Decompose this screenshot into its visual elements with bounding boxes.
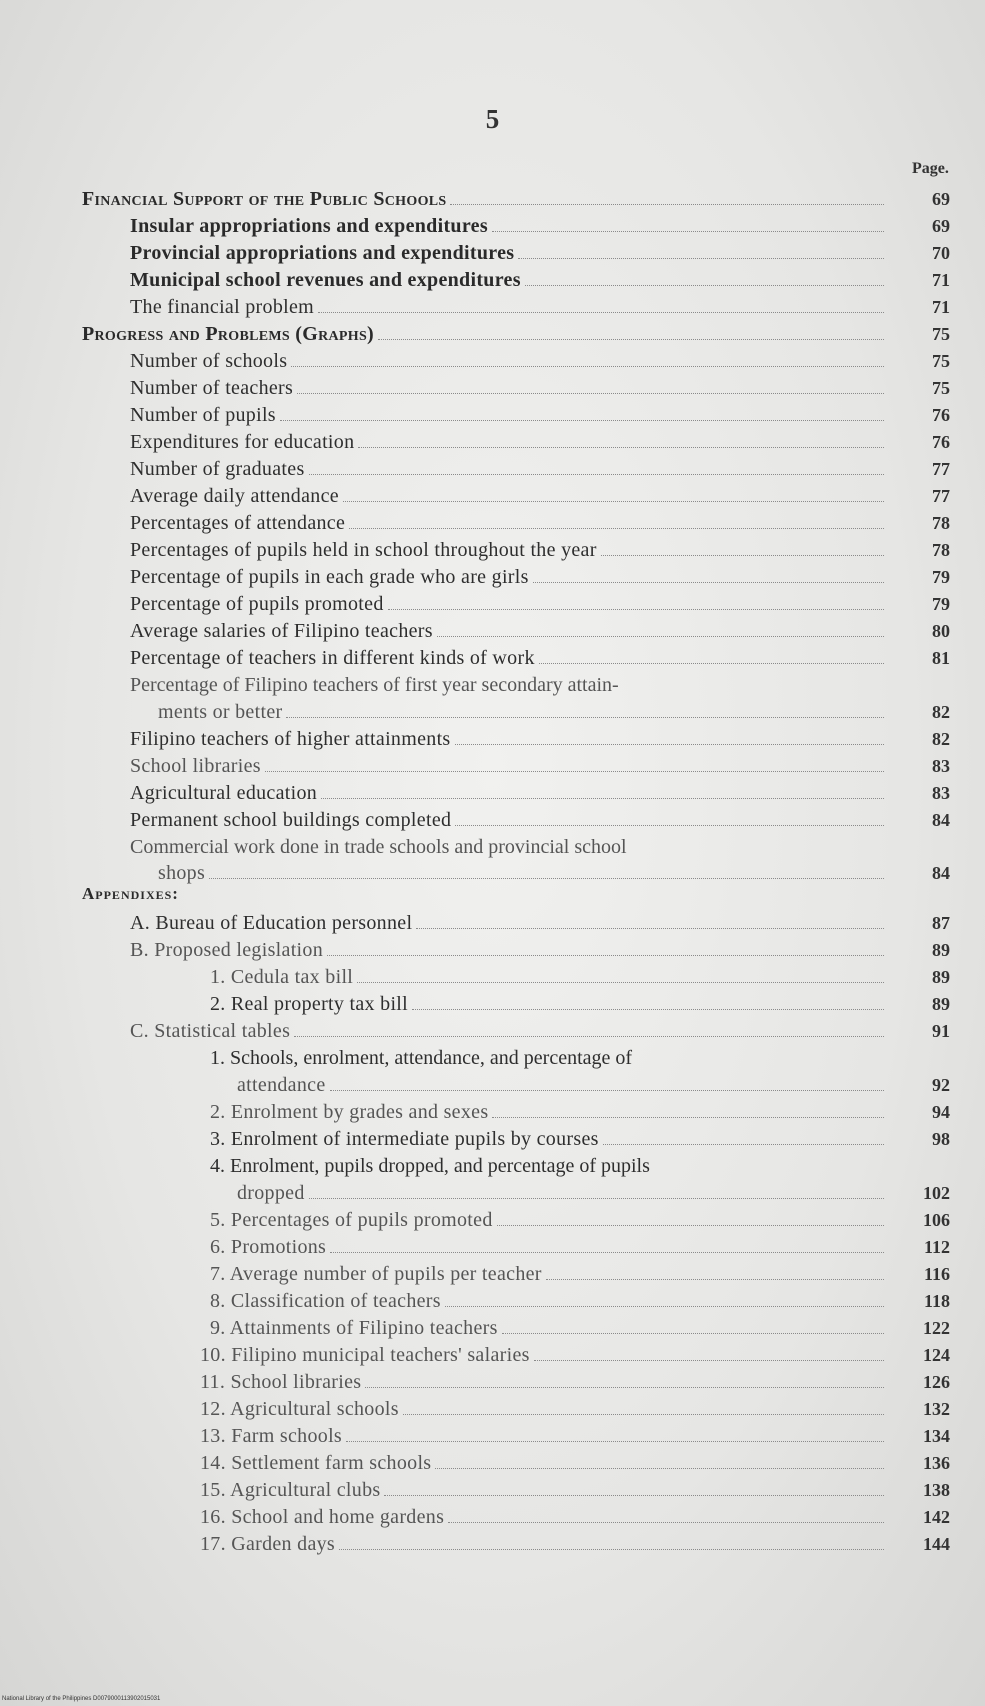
toc-entry-continuation: attendance	[237, 1074, 326, 1096]
dot-leader	[455, 824, 884, 826]
toc-entry-title: A. Bureau of Education personnel	[130, 912, 413, 934]
toc-entry-page: 84	[932, 863, 950, 883]
toc-entry-page: 132	[923, 1399, 950, 1419]
toc-entry-title: The financial problem	[130, 296, 315, 318]
toc-entry-page: 78	[932, 513, 950, 533]
toc-entry	[0, 537, 985, 563]
dot-leader	[339, 1548, 884, 1550]
toc-entry	[0, 699, 985, 725]
toc-entry-title: 7. Average number of pupils per teacher	[210, 1263, 542, 1285]
toc-entry-page: 75	[932, 378, 950, 398]
toc-entry-page: 82	[932, 702, 950, 722]
toc-entry	[0, 1450, 985, 1476]
toc-entry-page: 89	[932, 940, 950, 960]
dot-leader	[445, 1305, 884, 1307]
dot-leader	[601, 554, 884, 556]
toc-entry-title: Commercial work done in trade schools and provincial school	[130, 836, 627, 858]
toc-entry-page: 78	[932, 540, 950, 560]
toc-entry	[0, 510, 985, 536]
dot-leader	[321, 797, 884, 799]
toc-entry	[0, 348, 985, 374]
toc-entry	[0, 1072, 985, 1098]
toc-entry-title: Percentages of pupils held in school throughout the year	[130, 539, 597, 561]
toc-entry-title: Provincial appropriations and expenditures	[130, 242, 515, 264]
toc-entry	[0, 910, 985, 936]
dot-leader	[435, 1467, 884, 1469]
toc-entry	[0, 1288, 985, 1314]
toc-entry-title: Insular appropriations and expenditures	[130, 215, 488, 237]
dot-leader	[286, 716, 884, 718]
dot-leader	[309, 473, 884, 475]
toc-entry-page: 69	[932, 216, 950, 236]
dot-leader	[448, 1521, 884, 1523]
dot-leader	[450, 203, 884, 205]
toc-entry-title: 11. School libraries	[200, 1371, 362, 1393]
dot-leader	[294, 1035, 884, 1037]
page-column-header: Page.	[912, 160, 949, 177]
toc-entry	[0, 618, 985, 644]
toc-entry	[0, 591, 985, 617]
dot-leader	[518, 257, 884, 259]
toc-entry-page: 87	[932, 913, 950, 933]
toc-entry-page: 75	[932, 351, 950, 371]
toc-entry-first-line	[0, 1045, 985, 1071]
toc-entry-page: 102	[923, 1183, 950, 1203]
toc-entry	[0, 991, 985, 1017]
toc-entry-page: 83	[932, 756, 950, 776]
toc-entry	[0, 1261, 985, 1287]
toc-entry-title: Agricultural education	[130, 782, 318, 804]
toc-entry-page: 92	[932, 1075, 950, 1095]
dot-leader	[346, 1440, 884, 1442]
dot-leader	[349, 527, 884, 529]
dot-leader	[502, 1332, 884, 1334]
dot-leader	[327, 954, 884, 956]
dot-leader	[497, 1224, 884, 1226]
toc-entry-page: 142	[923, 1507, 950, 1527]
toc-entry	[0, 1180, 985, 1206]
toc-entry-title: 17. Garden days	[200, 1533, 336, 1555]
dot-leader	[603, 1143, 884, 1145]
toc-entry-continuation: shops	[158, 862, 206, 884]
toc-entry-page: 116	[923, 1264, 950, 1284]
toc-entry-page: 98	[932, 1129, 950, 1149]
dot-leader	[384, 1494, 884, 1496]
toc-entry-title: 16. School and home gardens	[200, 1506, 445, 1528]
toc-entry-title: Percentage of Filipino teachers of first year secondary attain-	[130, 674, 619, 696]
toc-entry-title: Number of graduates	[130, 458, 305, 480]
dot-leader	[455, 743, 884, 745]
toc-entry-title: Percentage of pupils promoted	[130, 593, 384, 615]
dot-leader	[365, 1386, 884, 1388]
dot-leader	[318, 311, 884, 313]
toc-entry-title: 12. Agricultural schools	[200, 1398, 399, 1420]
dot-leader	[378, 338, 884, 340]
toc-entry-page: 89	[932, 967, 950, 987]
toc-entry-page: 81	[932, 648, 950, 668]
toc-entry-page: 75	[932, 324, 950, 344]
toc-entry-title: 14. Settlement farm schools	[200, 1452, 432, 1474]
toc-entry	[0, 456, 985, 482]
toc-entry	[0, 1342, 985, 1368]
dot-leader	[492, 1116, 884, 1118]
toc-entry	[0, 937, 985, 963]
archive-footer: National Library of the Philippines D0079000113902015031	[2, 1696, 161, 1702]
dot-leader	[357, 981, 884, 983]
toc-entry-page: 69	[932, 189, 950, 209]
dot-leader	[265, 770, 884, 772]
toc-entry-page: 76	[932, 405, 950, 425]
toc-entry-page: 79	[932, 594, 950, 614]
toc-entry-first-line	[0, 672, 985, 698]
toc-entry-page: 77	[932, 486, 950, 506]
toc-entry-page: 91	[932, 1021, 950, 1041]
toc-entry	[0, 1531, 985, 1557]
toc-entry	[0, 1369, 985, 1395]
toc-entry-page: 80	[932, 621, 950, 641]
toc-entry-page: 71	[932, 297, 950, 317]
dot-leader	[358, 446, 884, 448]
toc-entry-title: Expenditures for education	[130, 431, 355, 453]
toc-entry-title: 13. Farm schools	[200, 1425, 343, 1447]
toc-entry-continuation: ments or better	[158, 701, 283, 723]
toc-entry-page: 76	[932, 432, 950, 452]
toc-entry-title: 10. Filipino municipal teachers' salaries	[200, 1344, 530, 1366]
toc-entry-page: 82	[932, 729, 950, 749]
dot-leader	[280, 419, 884, 421]
toc-entry-title: C. Statistical tables	[130, 1020, 291, 1042]
toc-entry-page: 122	[923, 1318, 950, 1338]
toc-entry	[0, 753, 985, 779]
toc-entry-title: Number of teachers	[130, 377, 294, 399]
toc-entry-title: Filipino teachers of higher attainments	[130, 728, 451, 750]
toc-entry	[0, 240, 985, 266]
dot-leader	[388, 608, 884, 610]
toc-entry-page: 84	[932, 810, 950, 830]
toc-entry-title: 1. Schools, enrolment, attendance, and percentage of	[210, 1047, 633, 1069]
toc-entry-title: Permanent school buildings completed	[130, 809, 452, 831]
toc-entry	[0, 186, 985, 212]
toc-entry-title: Percentages of attendance	[130, 512, 346, 534]
dot-leader	[291, 365, 884, 367]
dot-leader	[209, 877, 884, 879]
dot-leader	[343, 500, 884, 502]
toc-entry-first-line	[0, 834, 985, 860]
toc-entry-title: Average salaries of Filipino teachers	[130, 620, 433, 642]
toc-entry	[0, 1504, 985, 1530]
toc-entry	[0, 645, 985, 671]
toc-entry-page: 71	[932, 270, 950, 290]
toc-entry-title: 2. Real property tax bill	[210, 993, 409, 1015]
dot-leader	[412, 1008, 884, 1010]
toc-entry	[0, 1126, 985, 1152]
toc-entry-title: Number of schools	[130, 350, 288, 372]
toc-entry-title: Progress and Problems (Graphs)	[82, 323, 375, 345]
dot-leader	[330, 1089, 885, 1091]
toc-entry-title: Financial Support of the Public Schools	[82, 188, 447, 210]
dot-leader	[546, 1278, 884, 1280]
toc-entry-title: 9. Attainments of Filipino teachers	[210, 1317, 498, 1339]
toc-entry-first-line	[0, 1153, 985, 1179]
toc-entry-title: 5. Percentages of pupils promoted	[210, 1209, 493, 1231]
dot-leader	[437, 635, 884, 637]
appendixes-heading: Appendixes:	[82, 884, 179, 903]
toc-entry	[0, 429, 985, 455]
toc-entry-title: School libraries	[130, 755, 261, 777]
dot-leader	[416, 927, 884, 929]
dot-leader	[403, 1413, 884, 1415]
toc-entry-title: 15. Agricultural clubs	[200, 1479, 381, 1501]
toc-entry-title: Average daily attendance	[130, 485, 339, 507]
toc-entry-page: 106	[923, 1210, 950, 1230]
toc-entry	[0, 1018, 985, 1044]
toc-entry	[0, 964, 985, 990]
toc-entry	[0, 1396, 985, 1422]
toc-entry	[0, 1315, 985, 1341]
toc-entry	[0, 483, 985, 509]
toc-entry	[0, 564, 985, 590]
toc-entry	[0, 402, 985, 428]
dot-leader	[539, 662, 884, 664]
toc-entry	[0, 267, 985, 293]
toc-entry	[0, 860, 985, 886]
page-number: 5	[485, 104, 500, 134]
dot-leader	[330, 1251, 884, 1253]
toc-entry-page: 94	[932, 1102, 950, 1122]
toc-entry-title: Percentage of teachers in different kinds of work	[130, 647, 535, 669]
toc-entry-title: 6. Promotions	[210, 1236, 327, 1258]
toc-entry	[0, 375, 985, 401]
toc-entry-title: 4. Enrolment, pupils dropped, and percentage of pupils	[210, 1155, 650, 1177]
dot-leader	[533, 581, 884, 583]
toc-entry	[0, 321, 985, 347]
toc-entry-page: 144	[923, 1534, 950, 1554]
toc-entry-page: 126	[923, 1372, 950, 1392]
toc-entry-page: 77	[932, 459, 950, 479]
toc-entry	[0, 1423, 985, 1449]
toc-entry-page: 124	[923, 1345, 950, 1365]
toc-entry-title: Percentage of pupils in each grade who are girls	[130, 566, 529, 588]
toc-entry	[0, 213, 985, 239]
toc-entry	[0, 1099, 985, 1125]
toc-entry-page: 79	[932, 567, 950, 587]
toc-entry-page: 112	[923, 1237, 950, 1257]
toc-entry-title: B. Proposed legislation	[130, 939, 324, 961]
toc-entry	[0, 1207, 985, 1233]
toc-entry	[0, 780, 985, 806]
toc-entry-title: Number of pupils	[130, 404, 276, 426]
toc-entry-title: 3. Enrolment of intermediate pupils by courses	[210, 1128, 599, 1150]
toc-entry-title: 8. Classification of teachers	[210, 1290, 441, 1312]
toc-entry-title: 2. Enrolment by grades and sexes	[210, 1101, 489, 1123]
dot-leader	[297, 392, 884, 394]
toc-entry-title: Municipal school revenues and expenditures	[130, 269, 521, 291]
toc-entry	[0, 1234, 985, 1260]
toc-entry-title: 1. Cedula tax bill	[210, 966, 354, 988]
dot-leader	[525, 284, 884, 286]
toc-entry	[0, 294, 985, 320]
toc-entry-page: 138	[923, 1480, 950, 1500]
toc-entry-page: 136	[923, 1453, 950, 1473]
dot-leader	[492, 230, 884, 232]
toc-entry-page: 118	[923, 1291, 950, 1311]
toc-entry	[0, 1477, 985, 1503]
dot-leader	[534, 1359, 884, 1361]
toc-entry-continuation: dropped	[237, 1182, 305, 1204]
toc-entry	[0, 726, 985, 752]
toc-entry-page: 83	[932, 783, 950, 803]
toc-entry	[0, 807, 985, 833]
toc-entry-page: 70	[932, 243, 950, 263]
toc-entry-page: 89	[932, 994, 950, 1014]
dot-leader	[309, 1197, 884, 1199]
toc-entry-page: 134	[923, 1426, 950, 1446]
